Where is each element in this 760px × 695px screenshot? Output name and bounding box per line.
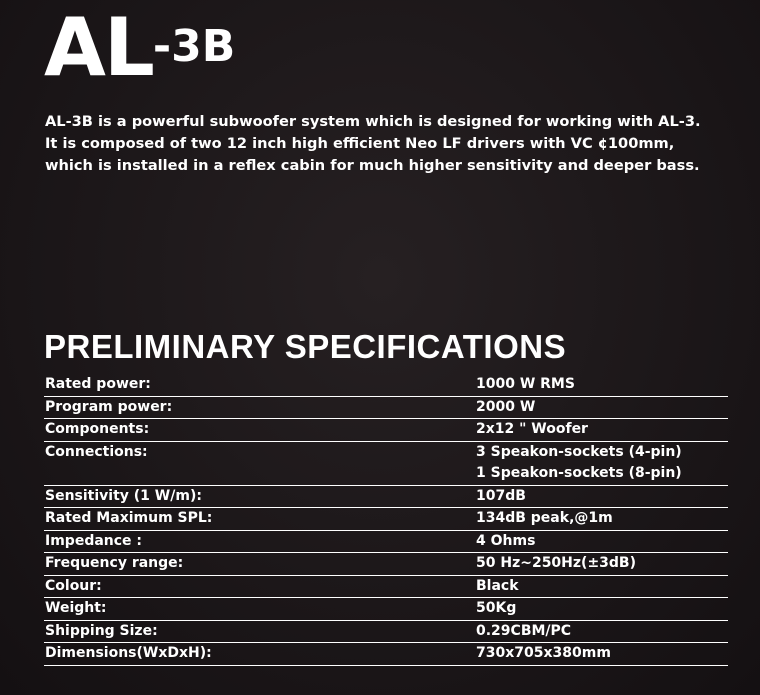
spec-row [44,643,728,666]
spec-value [476,598,728,620]
spec-value [476,531,728,553]
spec-value [476,553,728,575]
spec-value [476,643,728,665]
spec-label: Frequency range: [45,555,184,571]
spec-value [476,621,728,643]
spec-value-line: 50 Hz~250Hz(±3dB) [476,555,637,571]
spec-value-line: 50Kg [476,600,517,616]
spec-row [44,419,728,442]
spec-value [476,576,728,598]
spec-row [44,486,728,509]
spec-label: Program power: [45,398,173,415]
spec-value-line: 2x12 " Woofer [476,421,588,437]
spec-value [476,374,728,396]
spec-row [44,598,728,621]
spec-row [44,576,728,599]
description-line: It is composed of two 12 inch high efficient Neo LF drivers with VC ¢100mm, [45,135,675,152]
spec-value [476,397,728,419]
spec-value-line: 107dB [476,487,526,504]
spec-label: Impedance : [45,532,143,549]
spec-label: Dimensions(WxDxH): [45,645,212,661]
spec-label: Sensitivity (1 W/m): [45,487,202,504]
spec-value-line: 1000 W RMS [476,376,575,392]
spec-value [476,419,728,441]
spec-label: Weight: [45,600,107,616]
spec-row [44,621,728,644]
spec-value-line: 134dB peak,@1m [476,510,613,526]
description-line: which is installed in a reflex cabin for much higher sensitivity and deeper bass. [45,157,700,174]
spec-value [476,508,728,530]
spec-value [476,442,728,485]
spec-row [44,508,728,531]
spec-label: Components: [45,421,150,437]
spec-value-line: 3 Speakon-sockets (4-pin) [476,443,682,460]
spec-label: Connections: [45,443,148,460]
spec-label: Rated power: [45,376,151,392]
spec-row [44,553,728,576]
spec-value-line: 0.29CBM/PC [476,622,572,639]
description-line: AL-3B is a powerful subwoofer system which is designed for working with AL-3. [45,113,701,130]
product-title [44,0,235,100]
spec-label: Rated Maximum SPL: [45,510,213,526]
specifications-heading: PRELIMINARY SPECIFICATIONS [44,328,567,365]
spec-value [476,486,728,508]
spec-row [44,442,728,486]
spec-row [44,397,728,420]
spec-value-line: 1 Speakon-sockets (8-pin) [476,465,682,481]
product-title-main: AL [44,1,153,94]
spec-label: Colour: [45,577,102,594]
product-title-sub: -3B [152,21,236,72]
specifications-table [44,374,728,666]
spec-value-line: 730x705x380mm [476,645,611,661]
spec-label: Shipping Size: [45,622,158,639]
spec-value-line: 4 Ohms [476,532,536,549]
spec-row [44,374,728,397]
spec-row [44,531,728,554]
product-description [45,111,745,177]
spec-value-line: Black [476,577,519,594]
spec-value-line: 2000 W [476,398,536,415]
